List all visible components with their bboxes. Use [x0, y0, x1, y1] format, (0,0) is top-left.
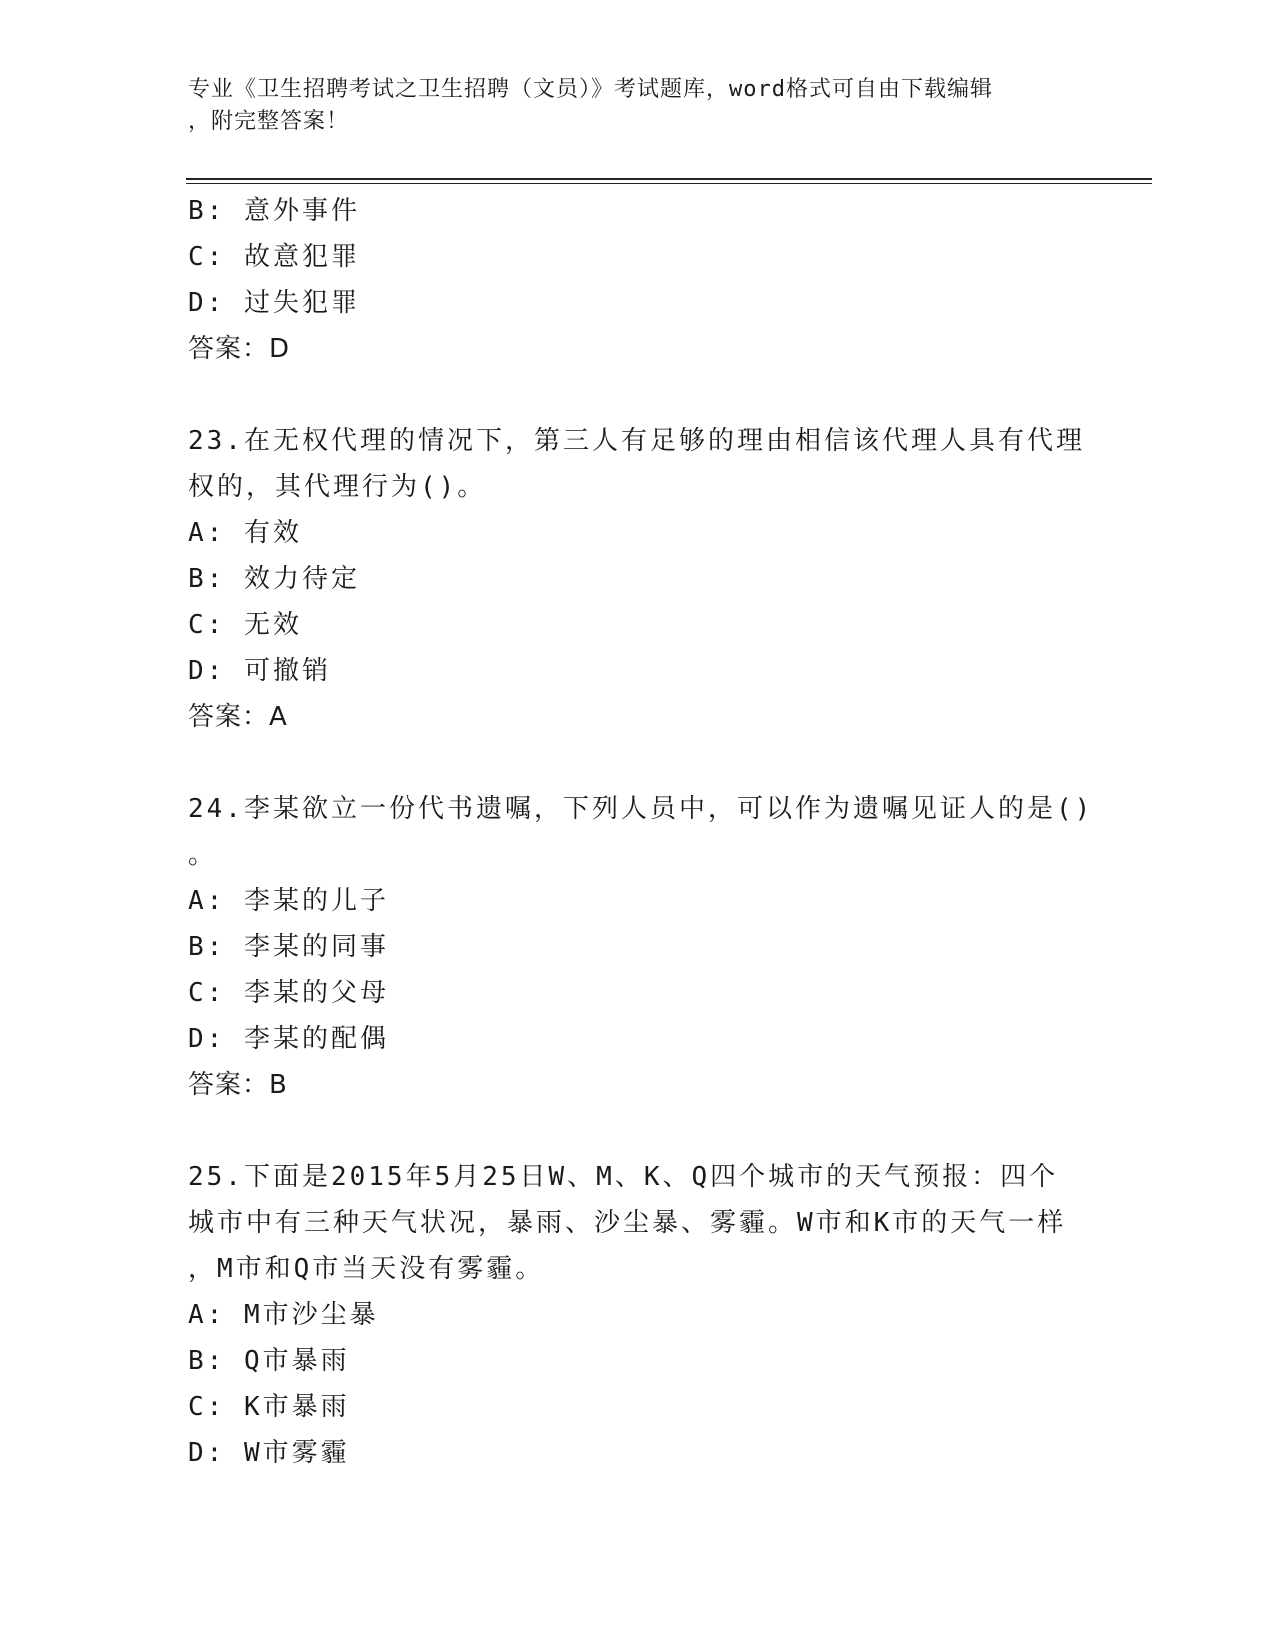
- prev-question: [188, 188, 1088, 372]
- option-c: C: 李某的父母: [188, 978, 389, 1008]
- option-c: C: 故意犯罪: [188, 242, 360, 272]
- option-c: C: K市暴雨: [188, 1392, 350, 1422]
- spacer: [188, 372, 1088, 418]
- document-header: [188, 74, 1068, 138]
- question-stem-line: ，M市和Q市当天没有雾霾。: [188, 1254, 545, 1284]
- spacer: [188, 1108, 1088, 1154]
- question-25: [188, 1154, 1088, 1476]
- option-b: B: 效力待定: [188, 564, 360, 594]
- option-d: D: 可撤销: [188, 656, 331, 686]
- option-d: D: 过失犯罪: [188, 288, 360, 318]
- header-line-1: 专业《卫生招聘考试之卫生招聘（文员）》考试题库，word格式可自由下载编辑: [188, 77, 993, 102]
- question-content: [188, 188, 1094, 1476]
- option-a: A: M市沙尘暴: [188, 1300, 379, 1330]
- header-rule-thick: [186, 178, 1152, 180]
- question-stem-line: 23.在无权代理的情况下，第三人有足够的理由相信该代理人具有代理: [188, 426, 1085, 456]
- answer-line: 答案：A: [188, 702, 288, 732]
- question-24: [188, 786, 1094, 1108]
- header-line-2: ，附完整答案！: [188, 109, 350, 134]
- header-rule-thin: [186, 183, 1152, 184]
- option-a: A: 有效: [188, 518, 302, 548]
- option-b: B: Q市暴雨: [188, 1346, 350, 1376]
- answer-line: 答案：D: [188, 334, 291, 364]
- question-stem-line: 城市中有三种天气状况，暴雨、沙尘暴、雾霾。W市和K市的天气一样: [188, 1208, 1067, 1238]
- question-23: [188, 418, 1088, 740]
- option-c: C: 无效: [188, 610, 302, 640]
- answer-line: 答案：B: [188, 1070, 288, 1100]
- option-d: D: W市雾霾: [188, 1438, 350, 1468]
- question-stem-line: 25.下面是2015年5月25日W、M、K、Q四个城市的天气预报：四个: [188, 1162, 1059, 1192]
- spacer: [188, 740, 1088, 786]
- option-a: A: 李某的儿子: [188, 886, 389, 916]
- option-b: B: 意外事件: [188, 196, 360, 226]
- question-stem-line: 。: [188, 840, 218, 870]
- option-d: D: 李某的配偶: [188, 1024, 389, 1054]
- question-stem-line: 权的，其代理行为()。: [188, 472, 487, 502]
- option-b: B: 李某的同事: [188, 932, 389, 962]
- question-stem-line: 24.李某欲立一份代书遗嘱，下列人员中，可以作为遗嘱见证人的是(): [188, 794, 1094, 824]
